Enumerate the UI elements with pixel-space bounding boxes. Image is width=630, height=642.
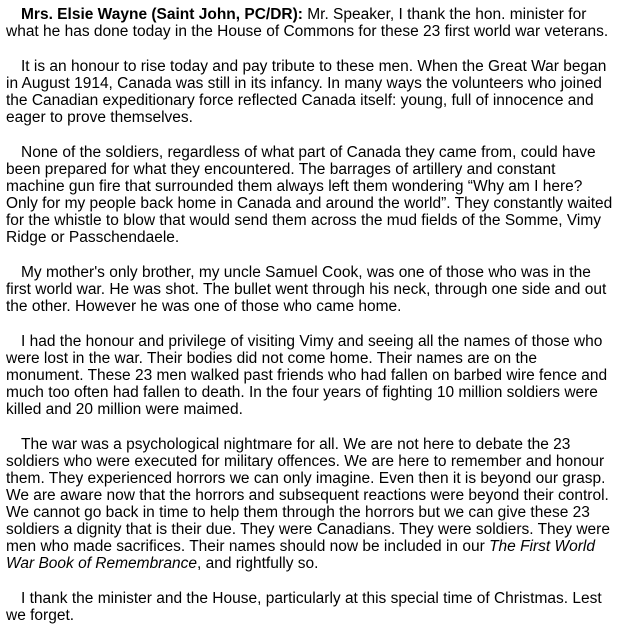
paragraph-remembrance [6, 436, 616, 572]
paragraph-uncle-samuel-cook: My mother's only brother, my uncle Samuel Cook, was one of those who was in the first world war. He was shot. The bullet went through his neck, through one side and out the other. However he was one of those who came home. [6, 264, 607, 315]
paragraph-tribute: It is an honour to rise today and pay tribute to these men. When the Great War began in August 1914, Canada was still in its infancy. In many ways the volunteers who joined the Canadian expeditionary force reflected Canada itself: young, full of innocence and eager to prove themselves. [6, 58, 607, 126]
paragraph-vimy-visit: I had the honour and privilege of visiting Vimy and seeing all the names of those who were lost in the war. Their bodies did not come home. Their names are on the monument. These 23 men walked past friends who had fallen on barbed wire fence and much too often had fallen to death. In the four years of fighting 10 million soldiers were killed and 20 million were maimed. [6, 333, 608, 418]
paragraph-speaker-intro [6, 6, 616, 40]
paragraph-text: The war was a psychological nightmare for all. We are not here to debate the 23 soldiers who were executed for military offences. We are here to remember and honour them. They experienced horrors we can only imagine. Even then it is beyond our grasp. We are aware now that the horrors and subsequent reactions were beyond their control. We cannot go back in time to help them through the horrors but we can give these 23 soldiers a dignity that is their due. They were Canadians. They were soldiers. They were men who made sacrifices. Their names should now be included in our [6, 436, 610, 555]
speaker-name: Mrs. Elsie Wayne (Saint John, PC/DR): [21, 6, 303, 23]
paragraph-closing: I thank the minister and the House, particularly at this special time of Christmas. Lest we forget. [6, 590, 602, 624]
paragraph-soldiers: None of the soldiers, regardless of what part of Canada they came from, could have been prepared for what they encountered. The barrages of artillery and constant machine gun fire that surrounded them always left them wondering “Why am I here? Only for my people back home in Canada and around the world”. They constantly waited for the whistle to blow that would send them across the mud fields of the Somme, Vimy Ridge or Passchendaele. [6, 144, 613, 246]
book-title: The First World War Book of Remembrance [6, 538, 595, 572]
paragraph-text: , and rightfully so. [196, 555, 319, 572]
paragraph-text: Mr. Speaker, I thank the hon. minister for what he has done today in the House of Commons for these 23 first world war veterans. [6, 6, 609, 40]
